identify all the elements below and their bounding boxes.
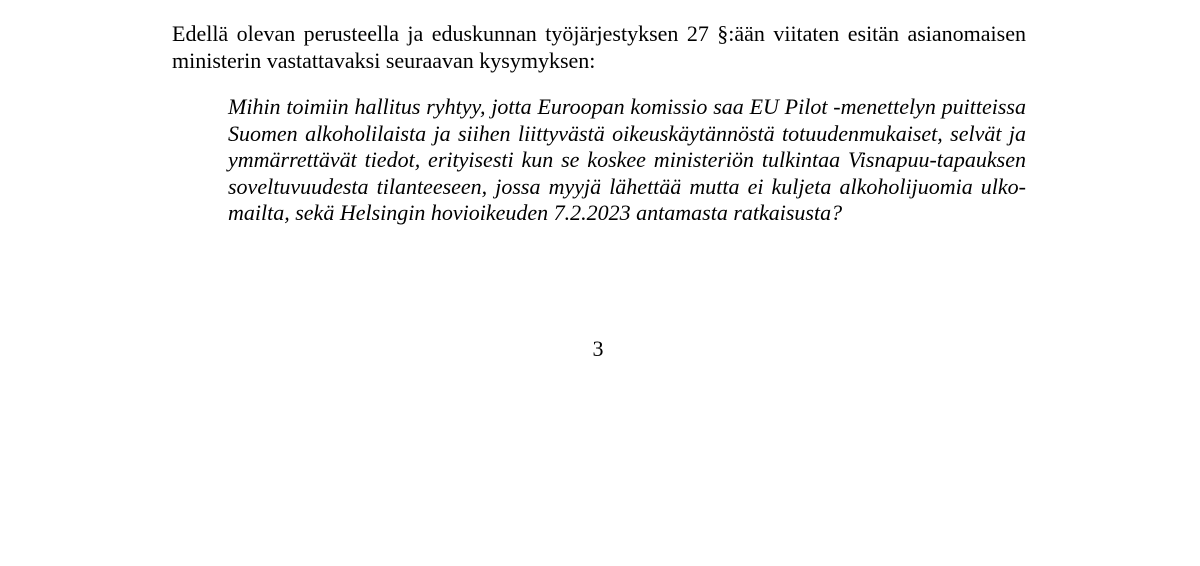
question-line: Mihin toimiin hallitus ryhtyy, jotta Euroopan komissio saa EU Pilot -menettelyn puitteissa bbox=[228, 94, 1026, 119]
intro-paragraph bbox=[172, 20, 1026, 74]
question-line: soveltuvuudesta tilanteeseen, jossa myyjä lähettää mutta ei kuljeta alkoholijuomia ulko- bbox=[228, 173, 1026, 199]
intro-line: Edellä olevan perusteella ja eduskunnan työjärjestyksen 27 §:ään viitaten esitän asianomaisen bbox=[172, 21, 1026, 46]
intro-line: ministerin vastattavaksi seuraavan kysymyksen: bbox=[172, 48, 596, 73]
question-line: ymmärrettävät tiedot, erityisesti kun se koskee ministeriön tulkintaa Visnapuu-tapauksen bbox=[228, 147, 1026, 172]
question-paragraph bbox=[228, 94, 1026, 227]
question-line: mailta, sekä Helsingin hovioikeuden 7.2.2023 antamasta ratkaisusta? bbox=[228, 200, 843, 225]
question-line: Suomen alkoholilaista ja siihen liittyvästä oikeuskäytännöstä totuudenmukaiset, selvät ja bbox=[228, 120, 1026, 146]
page-number: 3 bbox=[592, 336, 604, 361]
